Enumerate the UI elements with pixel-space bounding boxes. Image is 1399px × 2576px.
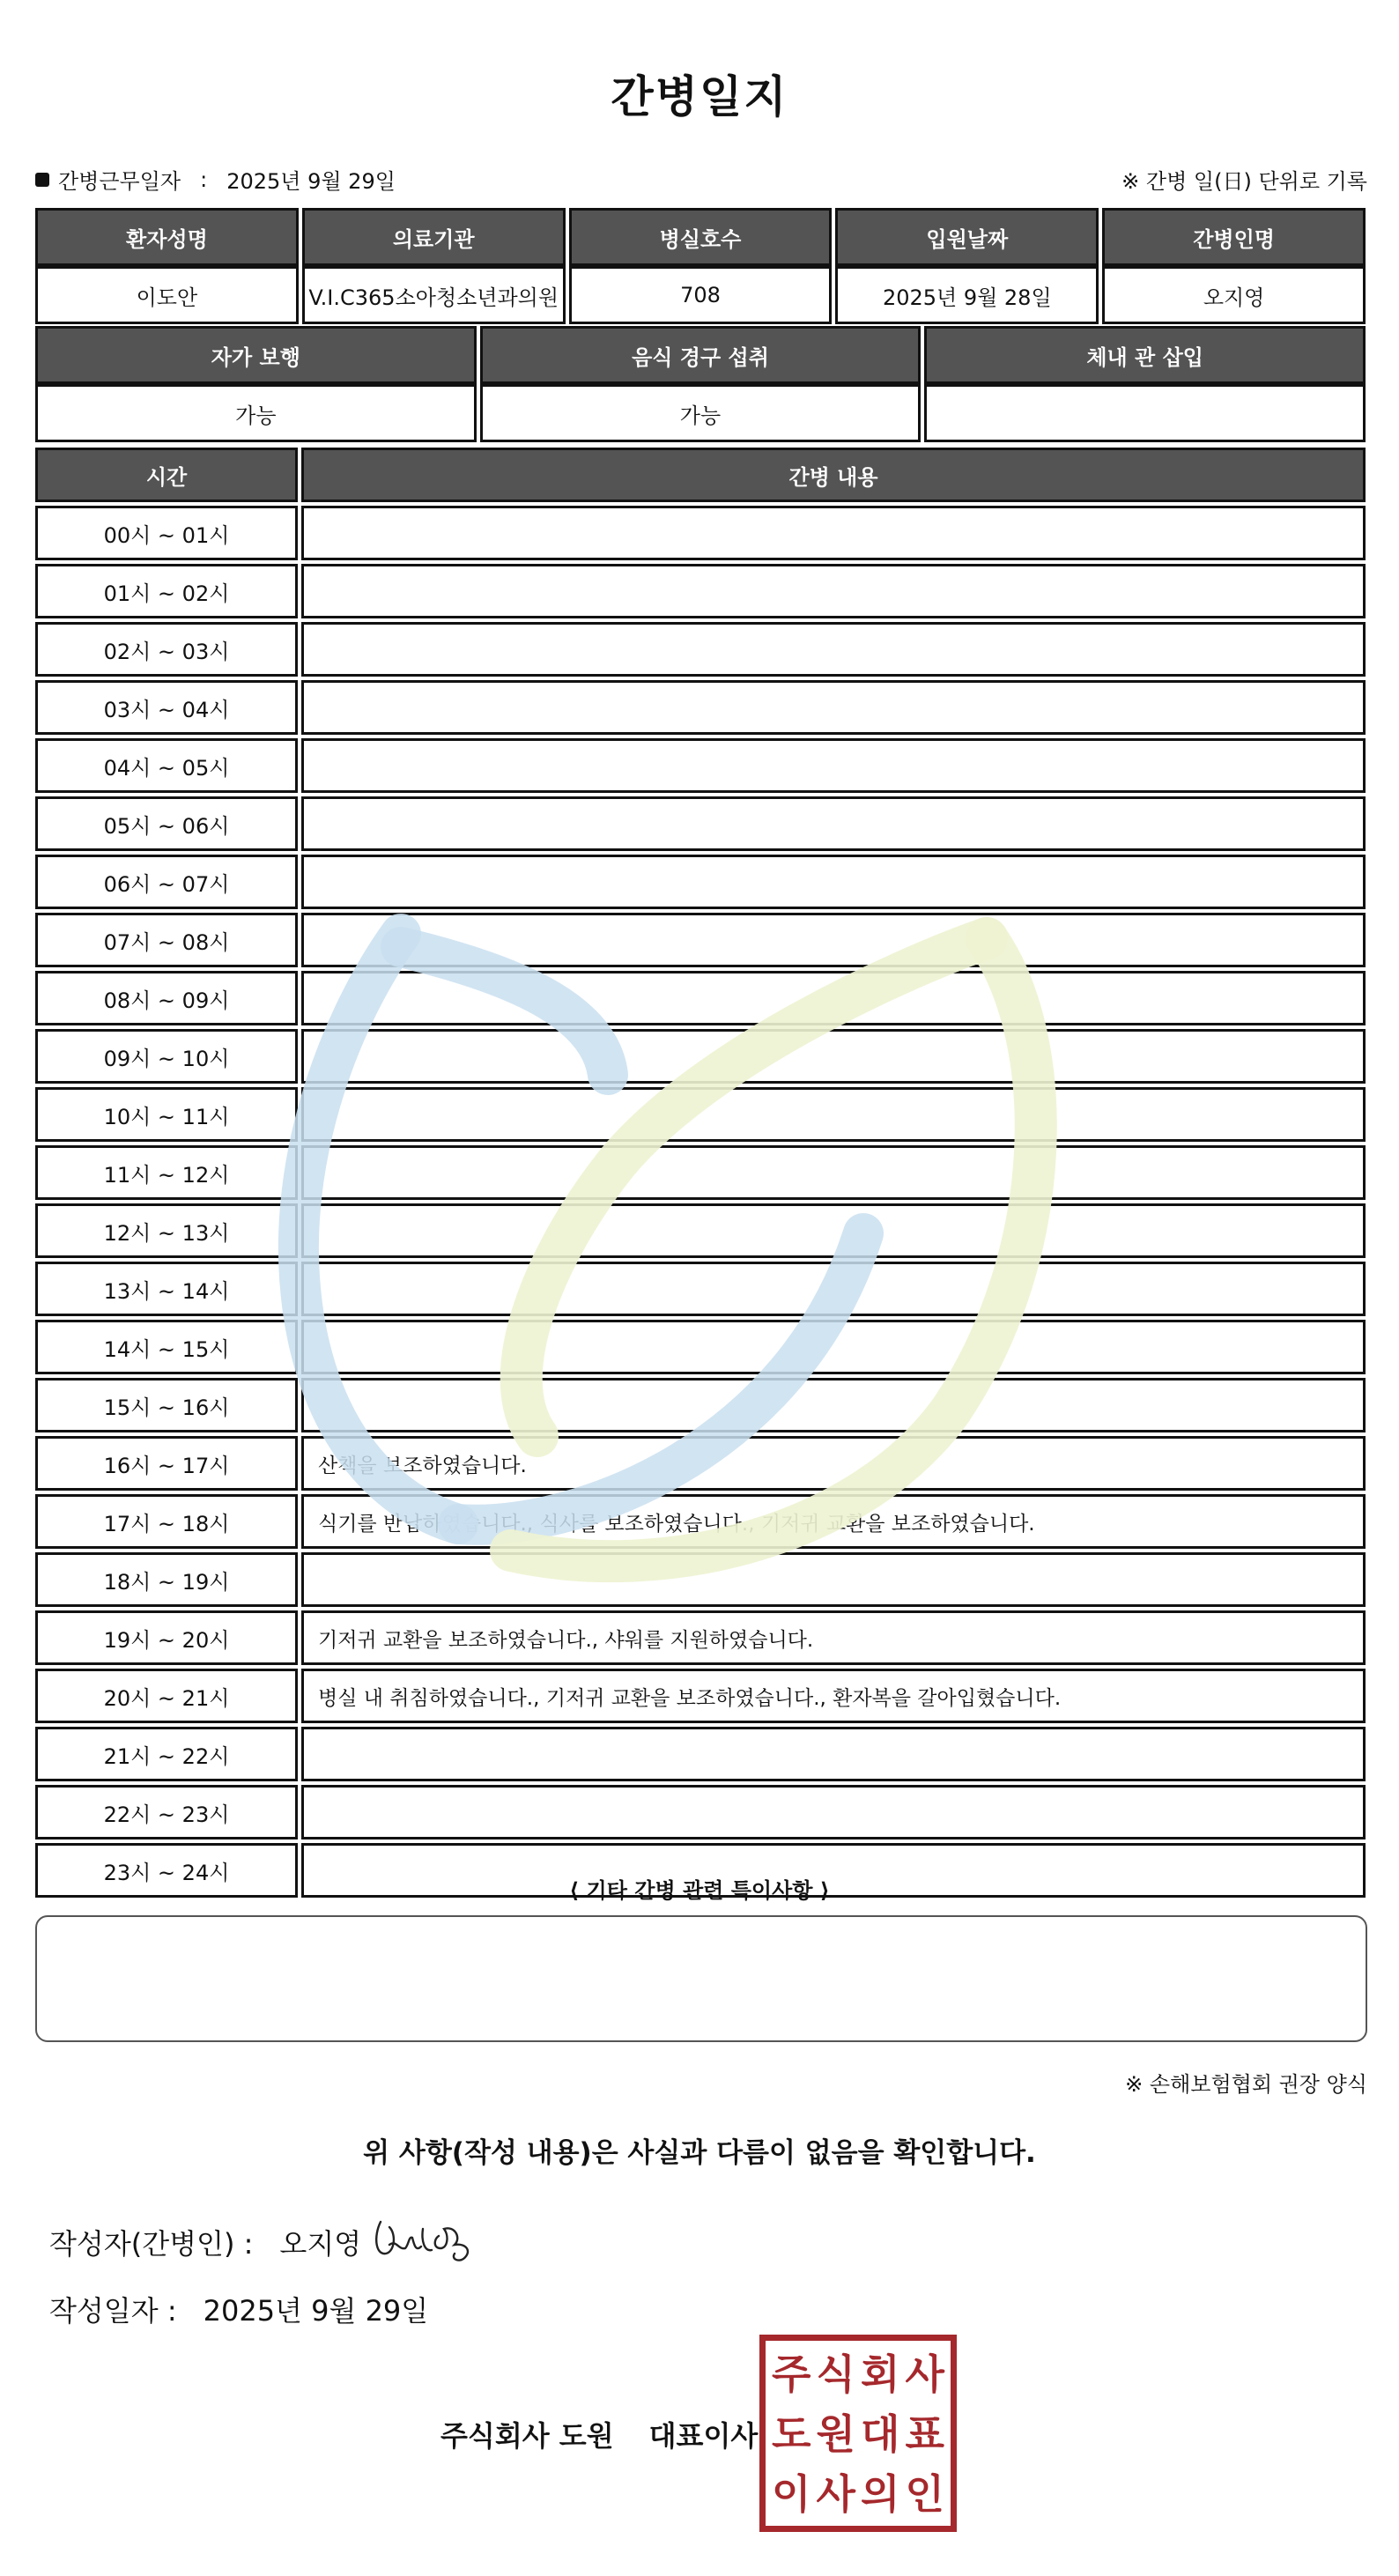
seal-char: 인 [905, 2470, 944, 2518]
care-content-cell [301, 796, 1366, 851]
time-cell: 05시 ~ 06시 [35, 796, 298, 851]
care-log-body [35, 506, 1366, 1898]
time-cell: 11시 ~ 12시 [35, 1145, 298, 1200]
header-caregiver-name: 간병인명 [1102, 208, 1366, 266]
writer-row [49, 2222, 361, 2262]
work-date-value: 2025년 9월 29일 [226, 169, 396, 194]
care-log-row [35, 1203, 1366, 1258]
care-log-row [35, 796, 1366, 851]
care-content-cell: 기저귀 교환을 보조하였습니다., 샤워를 지원하였습니다. [301, 1610, 1366, 1665]
time-cell: 22시 ~ 23시 [35, 1785, 298, 1839]
writer-name: 오지영 [279, 2227, 362, 2261]
care-log-row [35, 1494, 1366, 1549]
care-log-row [35, 913, 1366, 967]
write-date-label: 작성일자 : [49, 2294, 177, 2328]
time-cell: 23시 ~ 24시 [35, 1843, 298, 1898]
recommended-form-note: ※ 손해보험협회 권장 양식 [1125, 2072, 1367, 2097]
header-institution: 의료기관 [302, 208, 566, 266]
patient-info-header-row [35, 208, 1366, 266]
time-cell: 02시 ~ 03시 [35, 622, 298, 677]
care-log-row [35, 1610, 1366, 1665]
seal-char: 회 [861, 2350, 900, 2398]
care-content-cell [301, 506, 1366, 560]
header-patient-name: 환자성명 [35, 208, 299, 266]
seal-char: 사 [905, 2350, 944, 2398]
patient-name-cell: 이도안 [35, 266, 299, 324]
time-cell: 07시 ~ 08시 [35, 913, 298, 967]
care-log-row [35, 1087, 1366, 1142]
care-content-cell [301, 1029, 1366, 1084]
write-date-value: 2025년 9월 29일 [203, 2294, 429, 2328]
admission-date-cell: 2025년 9월 28일 [835, 266, 1099, 324]
care-content-cell [301, 1087, 1366, 1142]
write-date-row [49, 2289, 428, 2329]
care-content-cell [301, 913, 1366, 967]
care-log-row [35, 1785, 1366, 1839]
seal-char: 도 [772, 2410, 811, 2458]
time-cell: 01시 ~ 02시 [35, 564, 298, 618]
patient-info-table [32, 208, 1369, 324]
care-content-cell [301, 1320, 1366, 1374]
header-time: 시간 [35, 448, 298, 502]
seal-char: 사 [816, 2470, 855, 2518]
care-log-row [35, 1320, 1366, 1374]
care-log-row [35, 1436, 1366, 1491]
work-date-label: 간병근무일자 [58, 169, 181, 194]
care-content-cell: 병실 내 취침하였습니다., 기저귀 교환을 보조하였습니다., 환자복을 갈아입혔습니다. [301, 1669, 1366, 1723]
confirmation-statement: 위 사항(작성 내용)은 사실과 다름이 없음을 확인합니다. [363, 2137, 1036, 2169]
square-bullet-icon [35, 173, 49, 187]
care-log-row [35, 1727, 1366, 1781]
care-content-cell [301, 855, 1366, 909]
company-representative: 대표이사 [648, 2419, 759, 2453]
header-oral-intake: 음식 경구 섭취 [480, 326, 922, 384]
care-log-row [35, 1669, 1366, 1723]
care-content-cell [301, 1203, 1366, 1258]
care-content-cell: 산책을 보조하였습니다. [301, 1436, 1366, 1491]
writer-label: 작성자(간병인) : [49, 2227, 254, 2261]
time-cell: 08시 ~ 09시 [35, 971, 298, 1025]
oral-intake-cell: 가능 [480, 384, 922, 442]
time-cell: 17시 ~ 18시 [35, 1494, 298, 1549]
care-content-cell [301, 1145, 1366, 1200]
company-row [440, 2414, 758, 2454]
time-cell: 20시 ~ 21시 [35, 1669, 298, 1723]
care-log-row [35, 564, 1366, 618]
care-log-row [35, 855, 1366, 909]
care-content-cell: 식기를 반납하였습니다., 식사를 보조하였습니다., 기저귀 교환을 보조하였습니다. [301, 1494, 1366, 1549]
care-content-cell [301, 971, 1366, 1025]
time-cell: 16시 ~ 17시 [35, 1436, 298, 1491]
care-log-row [35, 506, 1366, 560]
care-content-cell [301, 1552, 1366, 1607]
patient-status-header-row [35, 326, 1366, 384]
time-cell: 13시 ~ 14시 [35, 1262, 298, 1316]
care-content-cell [301, 622, 1366, 677]
special-notes-box [35, 1915, 1367, 2042]
care-log-row [35, 971, 1366, 1025]
institution-cell: V.I.C365소아청소년과의원 [302, 266, 566, 324]
work-date-separator: : [200, 167, 208, 192]
patient-status-table [32, 326, 1369, 442]
time-cell: 10시 ~ 11시 [35, 1087, 298, 1142]
company-seal [759, 2335, 957, 2532]
care-content-cell [301, 564, 1366, 618]
time-cell: 04시 ~ 05시 [35, 738, 298, 793]
header-admission-date: 입원날짜 [835, 208, 1099, 266]
room-number-cell: 708 [569, 266, 833, 324]
care-content-cell [301, 1262, 1366, 1316]
seal-char: 이 [772, 2470, 811, 2518]
seal-char: 표 [905, 2410, 944, 2458]
seal-char: 의 [861, 2470, 900, 2518]
care-log-row [35, 1378, 1366, 1432]
seal-char: 주 [772, 2350, 811, 2398]
time-cell: 09시 ~ 10시 [35, 1029, 298, 1084]
time-cell: 18시 ~ 19시 [35, 1552, 298, 1607]
care-log-header-row [35, 448, 1366, 502]
header-self-walking: 자가 보행 [35, 326, 477, 384]
care-log-table [32, 444, 1369, 1901]
care-content-cell [301, 1785, 1366, 1839]
care-content-cell [301, 1378, 1366, 1432]
seal-char: 식 [816, 2350, 855, 2398]
time-cell: 19시 ~ 20시 [35, 1610, 298, 1665]
time-cell: 21시 ~ 22시 [35, 1727, 298, 1781]
patient-status-value-row [35, 384, 1366, 442]
care-log-row [35, 1262, 1366, 1316]
page-title: 간병일지 [611, 71, 788, 122]
care-content-cell [301, 1727, 1366, 1781]
care-log-row [35, 1552, 1366, 1607]
caregiver-name-cell: 오지영 [1102, 266, 1366, 324]
care-log-row [35, 1029, 1366, 1084]
time-cell: 14시 ~ 15시 [35, 1320, 298, 1374]
work-date-row [35, 164, 396, 195]
care-log-row [35, 680, 1366, 735]
care-content-cell [301, 738, 1366, 793]
time-cell: 06시 ~ 07시 [35, 855, 298, 909]
header-tube-insertion: 체내 관 삽입 [924, 326, 1366, 384]
company-name: 주식회사 도원 [440, 2419, 614, 2453]
care-log-row [35, 622, 1366, 677]
patient-info-value-row [35, 266, 1366, 324]
seal-char: 원 [816, 2410, 855, 2458]
care-log-row [35, 738, 1366, 793]
tube-insertion-cell [924, 384, 1366, 442]
notes-title: ⟨ 기타 간병 관련 특이사항 ⟩ [569, 1878, 830, 1903]
header-room-number: 병실호수 [569, 208, 833, 266]
header-care-content: 간병 내용 [301, 448, 1366, 502]
signature-image [370, 2210, 502, 2271]
care-log-row [35, 1145, 1366, 1200]
self-walking-cell: 가능 [35, 384, 477, 442]
time-cell: 00시 ~ 01시 [35, 506, 298, 560]
care-content-cell [301, 680, 1366, 735]
daily-record-note: ※ 간병 일(日) 단위로 기록 [1121, 169, 1367, 194]
seal-char: 대 [861, 2410, 900, 2458]
time-cell: 03시 ~ 04시 [35, 680, 298, 735]
time-cell: 15시 ~ 16시 [35, 1378, 298, 1432]
time-cell: 12시 ~ 13시 [35, 1203, 298, 1258]
